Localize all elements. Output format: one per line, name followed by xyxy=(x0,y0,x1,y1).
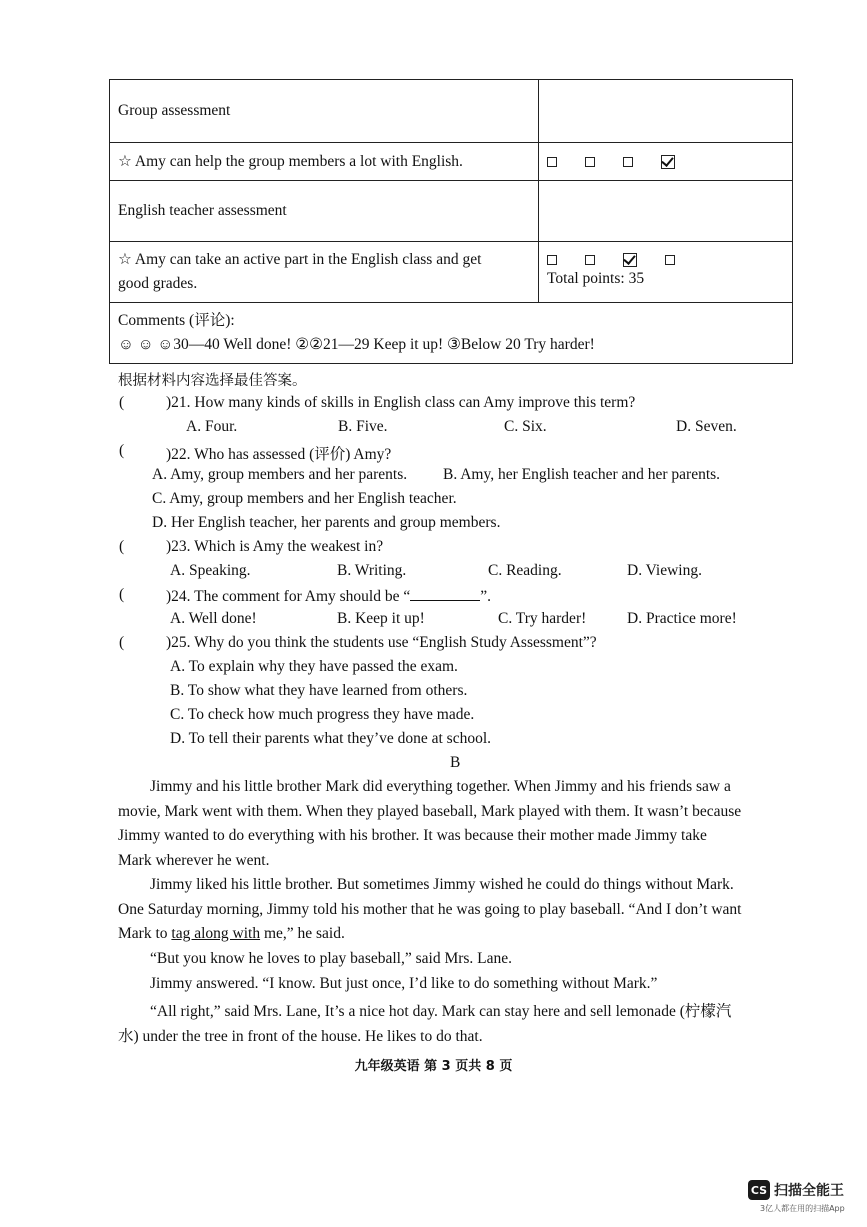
q21-option-d: D. Seven. xyxy=(676,418,737,435)
question-24-end: ”. xyxy=(480,588,491,605)
question-22: )22. Who has assessed (评价) Amy? xyxy=(166,446,392,463)
passage-line: “All right,” said Mrs. Lane, It’s a nice hot day. Mark can stay here and sell lemonade (柠檬汽 xyxy=(150,1003,732,1020)
table-row xyxy=(110,80,793,143)
q23-option-a: A. Speaking. xyxy=(170,562,251,579)
comments-body: ☺ ☺ ☺30—40 Well done! ②②21—29 Keep it up! ③Below 20 Try harder! xyxy=(118,336,595,353)
question-23-paren: ( xyxy=(119,538,125,555)
passage-line: Jimmy and his little brother Mark did everything together. When Jimmy and his friends saw a xyxy=(150,778,731,795)
underlined-phrase: tag along with xyxy=(171,925,261,942)
question-24-text: )24. The comment for Amy should be “ xyxy=(166,588,411,605)
question-24 xyxy=(166,586,491,606)
passage-text: Mark to xyxy=(118,925,172,942)
q22-option-d: D. Her English teacher, her parents and group members. xyxy=(152,514,501,531)
passage-line: “But you know he loves to play baseball,” said Mrs. Lane. xyxy=(150,950,513,967)
passage-line: Jimmy wanted to do everything with his brother. It was because their mother made Jimmy take xyxy=(118,827,707,844)
passage-line: Jimmy answered. “I know. But just once, I’d like to do something without Mark.” xyxy=(150,975,658,992)
section-b-heading: B xyxy=(450,754,461,771)
q25-option-a: A. To explain why they have passed the exam. xyxy=(170,658,458,675)
q21-option-c: C. Six. xyxy=(504,418,547,435)
scanner-logo xyxy=(748,1180,844,1200)
cs-logo-icon: CS xyxy=(748,1180,770,1200)
rating-checkbox-checked xyxy=(661,155,675,169)
passage-line: Mark wherever he went. xyxy=(118,852,270,869)
group-help-item: ☆ Amy can help the group members a lot with English. xyxy=(110,143,539,181)
q24-option-c: C. Try harder! xyxy=(498,610,587,627)
assessment-table xyxy=(109,79,793,364)
rating-checkbox xyxy=(585,255,595,265)
q25-option-b: B. To show what they have learned from others. xyxy=(170,682,468,699)
group-assessment-label: Group assessment xyxy=(110,80,539,143)
comments-cell xyxy=(110,303,793,364)
question-22-paren: ( xyxy=(119,442,125,459)
q22-option-b: B. Amy, her English teacher and her parents. xyxy=(443,466,721,483)
q21-option-a: A. Four. xyxy=(186,418,238,435)
scanner-app-name: 扫描全能王 xyxy=(774,1183,844,1199)
active-part-item xyxy=(110,242,539,303)
q22-option-a: A. Amy, group members and her parents. xyxy=(152,466,408,483)
rating-checkbox xyxy=(547,255,557,265)
table-row xyxy=(110,242,793,303)
q24-option-b: B. Keep it up! xyxy=(337,610,425,627)
active-part-line1: ☆ Amy can take an active part in the English class and get xyxy=(118,251,482,268)
table-row xyxy=(110,181,793,242)
answer-blank xyxy=(410,586,480,601)
q24-option-d: D. Practice more! xyxy=(627,610,737,627)
q24-option-a: A. Well done! xyxy=(170,610,257,627)
group-help-rating xyxy=(539,143,793,181)
q21-option-b: B. Five. xyxy=(338,418,388,435)
rating-checkbox xyxy=(585,157,595,167)
total-points: Total points: 35 xyxy=(547,270,645,287)
active-part-line2: good grades. xyxy=(118,275,198,292)
rating-checkbox xyxy=(623,157,633,167)
question-24-paren: ( xyxy=(119,586,125,603)
table-row xyxy=(110,143,793,181)
group-assessment-cell xyxy=(539,80,793,143)
q25-option-d: D. To tell their parents what they’ve done at school. xyxy=(170,730,492,747)
rating-checkbox-checked xyxy=(623,253,637,267)
teacher-assessment-cell xyxy=(539,181,793,242)
table-row xyxy=(110,303,793,364)
instruction: 根据材料内容选择最佳答案。 xyxy=(118,373,307,389)
q23-option-c: C. Reading. xyxy=(488,562,562,579)
q23-option-d: D. Viewing. xyxy=(627,562,702,579)
passage-line xyxy=(118,925,345,943)
comments-title: Comments (评论): xyxy=(118,312,235,329)
question-23: )23. Which is Amy the weakest in? xyxy=(166,538,384,555)
question-25-paren: ( xyxy=(119,634,125,651)
teacher-assessment-label: English teacher assessment xyxy=(110,181,539,242)
passage-line: Jimmy liked his little brother. But sometimes Jimmy wished he could do things without Mark. xyxy=(150,876,734,893)
passage-text: me,” he said. xyxy=(260,925,345,942)
rating-checkbox xyxy=(547,157,557,167)
passage-line: movie, Mark went with them. When they played baseball, Mark played with them. It wasn’t because xyxy=(118,803,742,820)
question-21: )21. How many kinds of skills in English class can Amy improve this term? xyxy=(166,394,636,411)
scanner-tagline: 3亿人都在用的扫描App xyxy=(760,1204,845,1213)
q25-option-c: C. To check how much progress they have made. xyxy=(170,706,475,723)
active-part-rating xyxy=(539,242,793,303)
q22-option-c: C. Amy, group members and her English teacher. xyxy=(152,490,457,507)
question-21-paren: ( xyxy=(119,394,125,411)
passage-line: One Saturday morning, Jimmy told his mother that he was going to play baseball. “And I don’t want xyxy=(118,901,742,918)
rating-checkbox xyxy=(665,255,675,265)
passage-line: 水) under the tree in front of the house. He likes to do that. xyxy=(118,1028,483,1045)
question-25: )25. Why do you think the students use “English Study Assessment”? xyxy=(166,634,597,651)
page-footer: 九年级英语 第 3 页共 8 页 xyxy=(354,1059,513,1074)
q23-option-b: B. Writing. xyxy=(337,562,407,579)
